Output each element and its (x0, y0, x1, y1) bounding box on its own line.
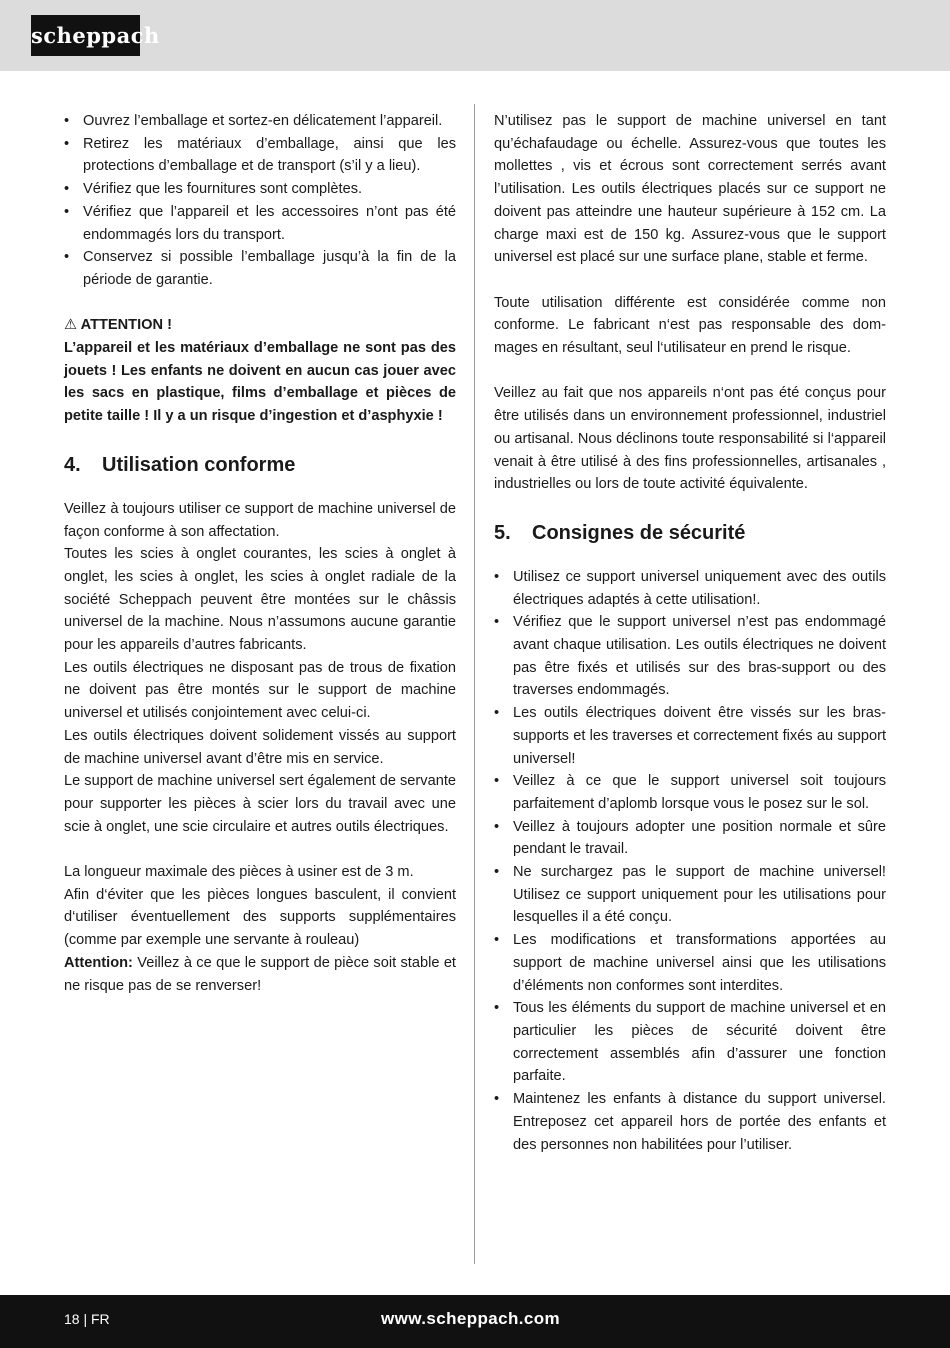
scheppach-logo: scheppach (31, 15, 140, 56)
column-divider (474, 104, 475, 1264)
paragraph: Les outils électriques doivent solidement vissés au support de machine universel avant d’être mis en service. (64, 727, 456, 767)
warning-triangle-icon: ⚠ (64, 317, 78, 334)
attention-label: Attention: (64, 954, 133, 971)
paragraph: Veillez au fait que nos appareils n‘ont pas été conçus pour être utilisés dans un environnement professionnel, industriel ou artisanal. Nous déclinons toute responsabilité si l‘appareil venait à être utilisé à des fins professionnelles, artisanales , industrielles ou lors de toute activité équivalente. (494, 385, 886, 493)
paragraph: Toutes les scies à onglet courantes, les scies à onglet à onglet, les scies à onglet, les scies à onglet radiale de la société Scheppach peuvent être montées sur le châssis universel de la machine. Nous n’assumons aucune garantie pour les appareils d’autres fabricants. (64, 546, 456, 654)
support-tip-text: Afin d‘éviter que les pièces longues basculent, il convient d‘utiliser éventuellement des supports supplémentaires (comme par exemple une servante à rouleau) (64, 886, 456, 949)
list-item: • Veillez à ce que le support universel soit toujours parfaitement d’aplomb lorsque vous le posez sur le sol. (494, 773, 886, 812)
list-item: • Vérifiez que les fournitures sont complètes. (64, 181, 363, 198)
list-item: • Maintenez les enfants à distance du support universel. Entreposez cet appareil hors de portée des enfants et des personnes non habilitées pour l’utiliser. (494, 1091, 886, 1153)
list-item: • Conservez si possible l’emballage jusqu’à la fin de la période de garantie. (64, 249, 456, 288)
paragraph: Toute utilisation différente est considérée comme non conforme. Le fabricant n‘est pas responsable des dommages en résultant, seul l‘utilisateur en prend le risque. (494, 294, 886, 357)
warning-title: ATTENTION ! (80, 317, 172, 334)
right-column (494, 110, 886, 1156)
section-4-heading: 4. Utilisation conforme (64, 453, 296, 476)
footer-bar (0, 1295, 950, 1348)
list-item: • Retirez les matériaux d’emballage, ainsi que les protections d’emballage et de transport (s’il y a lieu). (64, 135, 456, 175)
warning-heading (64, 314, 456, 337)
website-url[interactable]: www.scheppach.com (381, 1309, 561, 1328)
max-length-text: La longueur maximale des pièces à usiner est de 3 m. (64, 864, 414, 881)
paragraph: Le support de machine universel sert également de servante pour supporter les pièces à scier lors du travail avec une scie à onglet, une scie circulaire et autres outils électriques. (64, 773, 456, 835)
page-number: 18 | FR (64, 1311, 110, 1327)
list-item: • Veillez à toujours adopter une position normale et sûre pendant le travail. (494, 818, 886, 858)
section-5-heading: 5. Consignes de sécurité (494, 521, 746, 544)
paragraph: N’utilisez pas le support de machine universel en tant qu’échafaudage ou échelle. Assurez-vous que toutes les mollettes , vis et écrous sont correctement serrés avant l’utilisation. Les outils électriques placés sur ce support ne doivent pas atteindre une hauteur supérieure à 152 cm. La charge maxi est de 150 kg. Assurez-vous que le support universel est placé sur une surface plane, stable et ferme. (494, 113, 886, 266)
list-item: • Utilisez ce support universel uniquement avec des outils électriques adaptés à cette utilisation!. (494, 568, 886, 608)
left-column (64, 110, 456, 997)
list-item: • Ne surchargez pas le support de machine universel! Utilisez ce support uniquement pour les utilisations pour lesquelles il a été conçu. (494, 864, 886, 926)
safety-list (494, 566, 886, 1156)
list-item: • Les modifications et transformations apportées au support de machine universel ainsi que les utilisations d’éléments non conformes sont interdites. (494, 932, 886, 994)
list-item: • Vérifiez que l’appareil et les accessoires n’ont pas été endommagés lors du transport. (64, 203, 456, 243)
paragraph: Les outils électriques ne disposant pas de trous de fixation ne doivent pas être montés sur le support de machine universel et utilisés conjointement avec celui-ci. (64, 659, 456, 722)
list-item: • Les outils électriques doivent être vissés sur les bras- supports et les traverses et correctement fixés au support universel! (494, 705, 886, 767)
unpacking-list (64, 110, 456, 292)
attention-note: Attention: Veillez à ce que le support de pièce soit stable et ne risque pas de se renverser! (64, 954, 456, 994)
paragraph: Veillez à toujours utiliser ce support de machine universel de façon conforme à son affectation. (64, 500, 456, 540)
list-item: • Vérifiez que le support universel n’est pas endommagé avant chaque utilisation. Les outils électriques ne doivent pas être fixés et utilisés sur des bras-support ou des traverses endommagés. (494, 614, 886, 699)
header-bar (0, 0, 950, 71)
list-item: • Ouvrez l’emballage et sortez-en délicatement l’appareil. (64, 113, 443, 129)
warning-text: L’appareil et les matériaux d’emballage ne sont pas des jouets ! Les enfants ne doivent en aucun cas jouer avec les sacs en plastique, films d’emballage et pièces de petite taille ! Il y a un risque d’ingestion et d’asphyxie ! (64, 340, 456, 425)
list-item: • Tous les éléments du support de machine universel et en particulier les pièces de sécurité doivent être correctement assemblés afin d’assurer une fonction parfaite. (494, 1000, 886, 1085)
